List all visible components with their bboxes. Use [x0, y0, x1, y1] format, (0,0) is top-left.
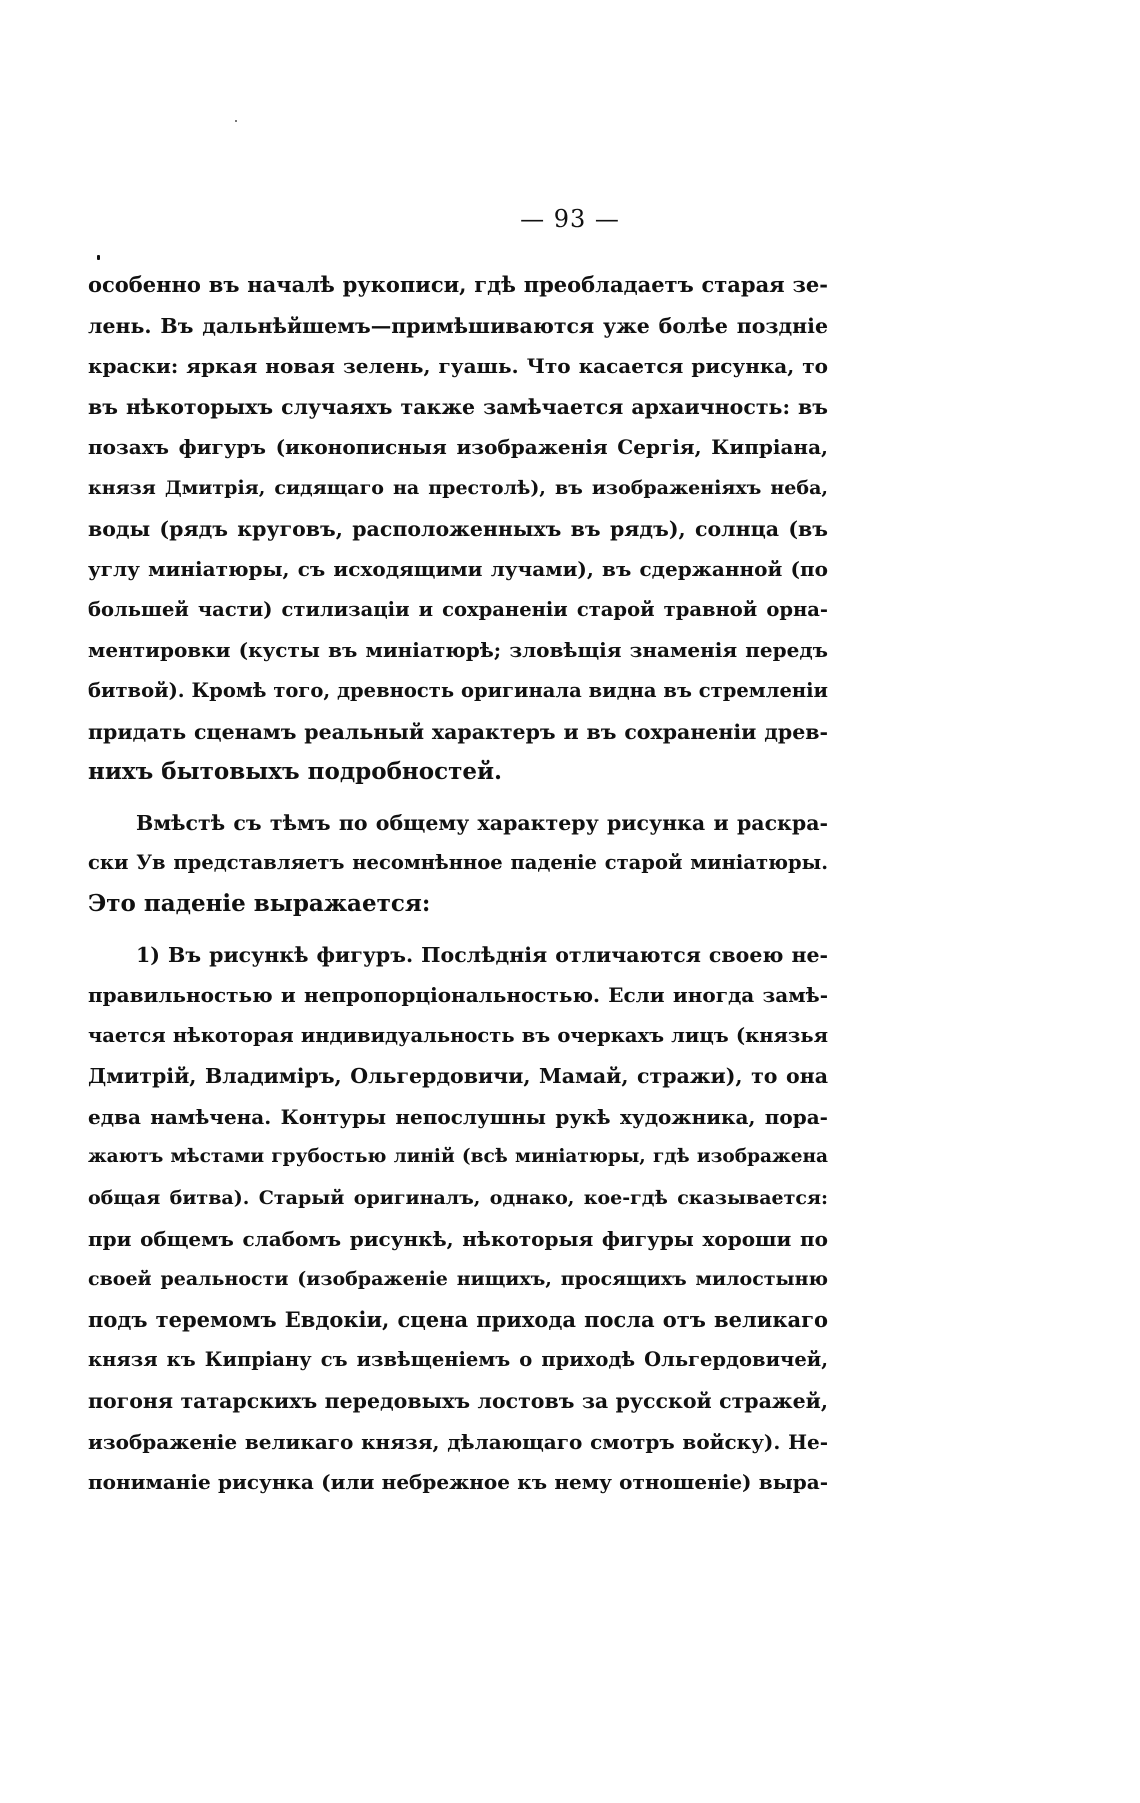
text-line: князя Дмитрія, сидящаго на престолѣ), въ изображеніяхъ неба, — [88, 476, 828, 499]
text-line: воды (рядъ круговъ, расположенныхъ въ рядъ), солнца (въ — [88, 516, 828, 541]
paragraph-gap — [88, 793, 828, 803]
text-line: краски: яркая новая зелень, гуашь. Что касается рисунка, то — [88, 354, 828, 379]
text-line: лень. Въ дальнѣйшемъ—примѣшиваются уже болѣе поздніе — [88, 313, 828, 338]
paragraph-gap — [88, 925, 828, 935]
body-text — [88, 265, 828, 1503]
text-line: углу миніатюры, съ исходящими лучами), въ сдержанной (по — [88, 557, 828, 582]
text-line: особенно въ началѣ рукописи, гдѣ преобладаетъ старая зе- — [88, 272, 828, 297]
text-line: Это паденіе выражается: — [88, 889, 431, 917]
text-line: общая битва). Старый оригиналъ, однако, кое-гдѣ сказывается: — [88, 1187, 828, 1210]
text-line: позахъ фигуръ (иконописныя изображенія Сергія, Кипріана, — [88, 435, 828, 460]
text-line: 1) Въ рисункѣ фигуръ. Послѣднія отличаются своею не- — [136, 942, 828, 967]
text-line: правильностью и непропорціональностью. Если иногда замѣ- — [88, 983, 828, 1008]
text-line: Вмѣстѣ съ тѣмъ по общему характеру рисунка и раскра- — [136, 810, 828, 835]
text-line: чается нѣкоторая индивидуальность въ очеркахъ лицъ (князья — [88, 1023, 828, 1047]
text-line: при общемъ слабомъ рисункѣ, нѣкоторыя фигуры хороши по — [88, 1226, 828, 1251]
paragraph — [88, 803, 828, 925]
text-line: большей части) стилизаціи и сохраненіи старой травной орна- — [88, 597, 828, 621]
paper-speck — [235, 120, 237, 122]
text-line: подъ теремомъ Евдокіи, сцена прихода посла отъ великаго — [88, 1306, 828, 1332]
text-line: своей реальности (изображеніе нищихъ, просящихъ милостыню — [88, 1268, 828, 1291]
text-line: князя къ Кипріану съ извѣщеніемъ о приходѣ Ольгердовичей, — [88, 1348, 828, 1372]
text-line: погоня татарскихъ передовыхъ лостовъ за русской стражей, — [88, 1389, 828, 1414]
paragraph — [88, 265, 828, 793]
ink-mark — [97, 255, 100, 260]
text-line: ментировки (кусты въ миніатюрѣ; зловѣщія знаменія передъ — [88, 638, 828, 663]
page-number: — 93 — — [520, 205, 620, 233]
text-line: придать сценамъ реальный характеръ и въ сохраненіи древ- — [88, 719, 828, 744]
text-line: ски Ув представляетъ несомнѣнное паденіе старой миніатюры. — [88, 851, 828, 875]
text-line: нихъ бытовыхъ подробностей. — [88, 758, 503, 786]
text-line: жаютъ мѣстами грубостью линій (всѣ миніатюры, гдѣ изображена — [88, 1146, 828, 1168]
text-line: битвой). Кромѣ того, древность оригинала видна въ стремленіи — [88, 678, 828, 702]
text-line: Дмитрій, Владиміръ, Ольгердовичи, Мамай, стражи), то она — [88, 1064, 828, 1089]
text-line: едва намѣчена. Контуры непослушны рукѣ художника, пора- — [88, 1104, 828, 1129]
text-line: изображеніе великаго князя, дѣлающаго смотръ войску). Не- — [88, 1429, 828, 1454]
text-line: пониманіе рисунка (или небрежное къ нему отношеніе) выра- — [88, 1470, 828, 1495]
text-line: въ нѣкоторыхъ случаяхъ также замѣчается архаичность: въ — [88, 394, 828, 419]
paragraph — [88, 935, 828, 1503]
